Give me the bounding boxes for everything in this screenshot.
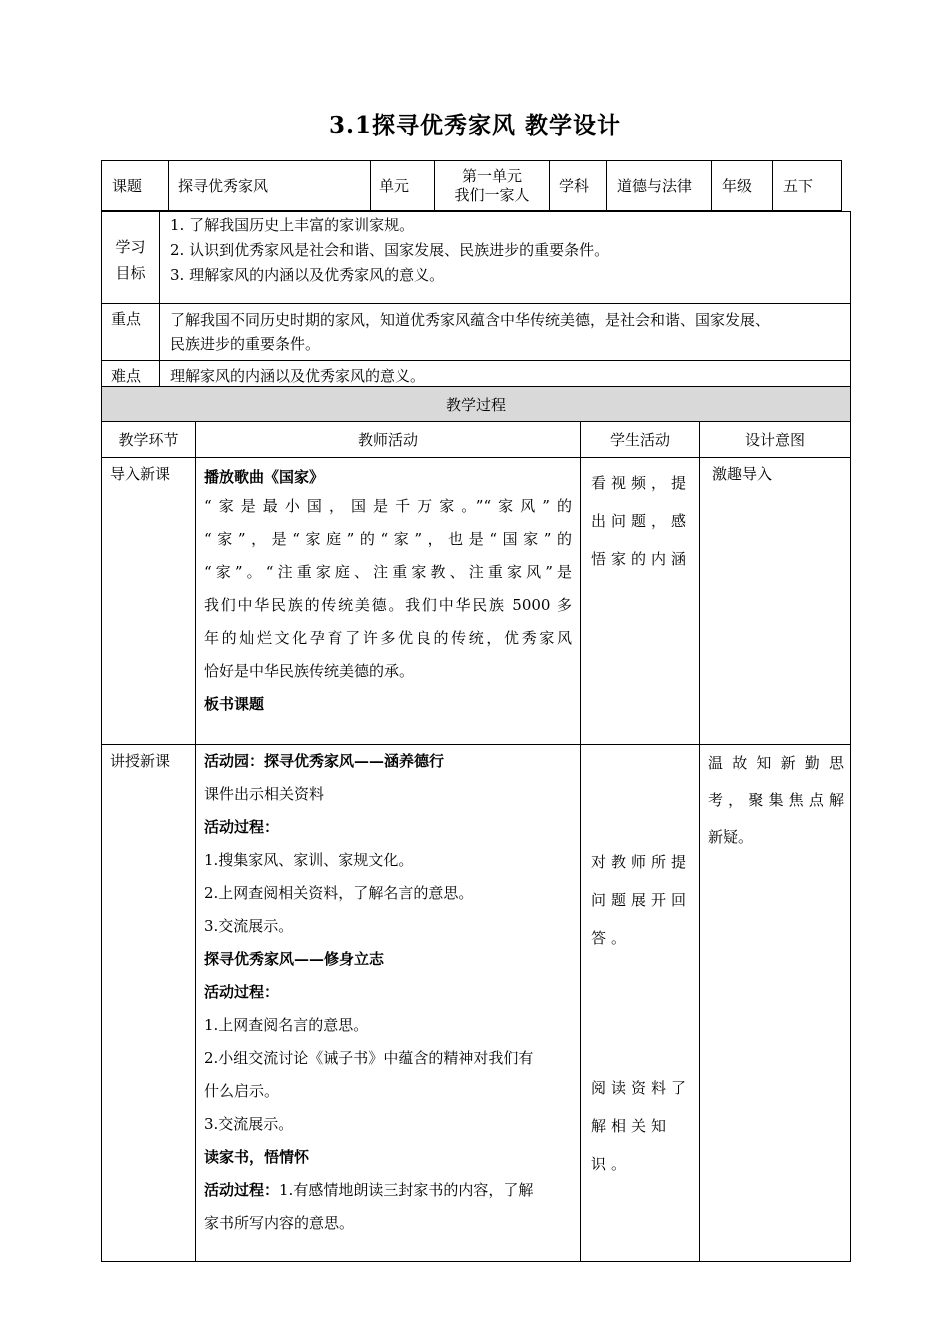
act2-step: 什么启示。	[204, 1082, 280, 1100]
document-title: 3.1探寻优秀家风 教学设计	[328, 112, 622, 139]
student-line: 答。	[591, 929, 632, 947]
act2-step: 1.上网查阅名言的意思。	[204, 1016, 369, 1034]
subject-value: 道德与法律	[607, 161, 712, 211]
process-table	[101, 386, 851, 1262]
design-line: 考，聚集焦点解	[708, 791, 844, 809]
info-table	[101, 160, 842, 211]
unit-label: 单元	[371, 161, 435, 211]
act1-step: 1.搜集家风、家训、家规文化。	[204, 851, 414, 869]
student-line: 识。	[591, 1155, 632, 1173]
unit-value	[435, 161, 550, 211]
teacher-activity-intro	[196, 458, 581, 745]
act1-sub: 课件出示相关资料	[204, 785, 325, 803]
stage-new: 讲授新课	[102, 745, 196, 1262]
difficulty-label: 难点	[102, 361, 160, 392]
unit-value-line1: 第一单元	[461, 166, 522, 185]
difficulty-text: 理解家风的内涵以及优秀家风的意义。	[160, 361, 851, 392]
stage-intro: 导入新课	[102, 458, 196, 745]
student-line: 出问题，感	[591, 512, 692, 530]
act2-title: 探寻优秀家风——修身立志	[204, 950, 385, 968]
grade-label: 年级	[712, 161, 773, 211]
intro-footer: 板书课题	[204, 695, 265, 713]
key-point-text	[160, 304, 851, 361]
act1-process-label: 活动过程：	[204, 818, 280, 836]
student-line: 问题展开回	[591, 891, 692, 909]
design-intro: 激趣导入	[700, 458, 851, 745]
act1-title: 活动园：探寻优秀家风——涵养德行	[204, 752, 445, 770]
act3-step1: 1.有感情地朗读三封家书的内容，了解	[279, 1181, 534, 1199]
column-stage: 教学环节	[102, 422, 196, 458]
grade-value: 五下	[773, 161, 842, 211]
intro-line: “家”。“注重家庭、注重家教、注重家风”是	[204, 563, 572, 581]
intro-line: 恰好是中华民族传统美德的承。	[204, 662, 415, 680]
intro-line: 我们中华民族的传统美德。我们中华民族 5000 多	[204, 596, 572, 614]
act3-process-label: 活动过程：	[204, 1181, 280, 1199]
objectives-label-line1: 学习	[115, 238, 146, 256]
objective-item: 1. 了解我国历史上丰富的家训家规。	[170, 216, 415, 234]
unit-value-line2: 我们一家人	[454, 185, 530, 204]
act1-step: 3.交流展示。	[204, 917, 294, 935]
act3-step-line	[204, 1174, 572, 1207]
act3-title: 读家书，悟情怀	[204, 1148, 310, 1166]
student-spacer	[591, 745, 691, 843]
act3-step2: 家书所写内容的意思。	[204, 1214, 355, 1232]
key-point-line1: 了解我国不同历史时期的家风，知道优秀家风蕴含中华传统美德，是社会和谐、国家发展、	[170, 311, 771, 329]
key-point-label: 重点	[102, 304, 160, 361]
column-student: 学生活动	[581, 422, 700, 458]
student-line: 看视频，提	[591, 474, 692, 492]
student-line: 解相关知	[591, 1117, 672, 1135]
column-teacher: 教师活动	[196, 422, 581, 458]
course-value: 探寻优秀家风	[169, 161, 371, 211]
intro-line: 年的灿烂文化孕育了许多优良的传统，优秀家风	[204, 629, 572, 647]
objective-item: 3. 理解家风的内涵以及优秀家风的意义。	[170, 266, 445, 284]
act2-step: 2.小组交流讨论《诫子书》中蕴含的精神对我们有	[204, 1049, 534, 1067]
subject-label: 学科	[550, 161, 607, 211]
intro-line: “家”，是“家庭”的“家”，也是“国家”的	[204, 530, 572, 548]
student-line: 悟家的内涵	[591, 550, 692, 568]
intro-heading: 播放歌曲《国家》	[204, 468, 325, 486]
student-activity-intro	[581, 458, 700, 745]
act1-step: 2.上网查阅相关资料，了解名言的意思。	[204, 884, 474, 902]
design-new	[700, 745, 851, 1262]
act2-process-label: 活动过程：	[204, 983, 280, 1001]
teacher-activity-new	[196, 745, 581, 1262]
goals-table	[101, 211, 851, 392]
student-line: 对教师所提	[591, 853, 692, 871]
key-point-line2: 民族进步的重要条件。	[170, 335, 321, 353]
objectives-list	[160, 212, 851, 304]
student-spacer	[591, 957, 691, 1069]
column-design: 设计意图	[700, 422, 851, 458]
design-line: 温故知新勤思	[708, 754, 844, 772]
design-line: 新疑。	[708, 828, 754, 846]
objectives-label-line2: 目标	[115, 264, 146, 282]
act2-step: 3.交流展示。	[204, 1115, 294, 1133]
objective-item: 2. 认识到优秀家风是社会和谐、国家发展、民族进步的重要条件。	[170, 241, 610, 259]
course-label: 课题	[102, 161, 169, 211]
intro-line: “家是最小国，国是千万家。”“家风”的	[204, 497, 572, 515]
student-line: 阅读资料了	[591, 1079, 692, 1097]
process-header: 教学过程	[102, 387, 851, 422]
student-activity-new	[581, 745, 700, 1262]
objectives-label	[102, 212, 160, 304]
